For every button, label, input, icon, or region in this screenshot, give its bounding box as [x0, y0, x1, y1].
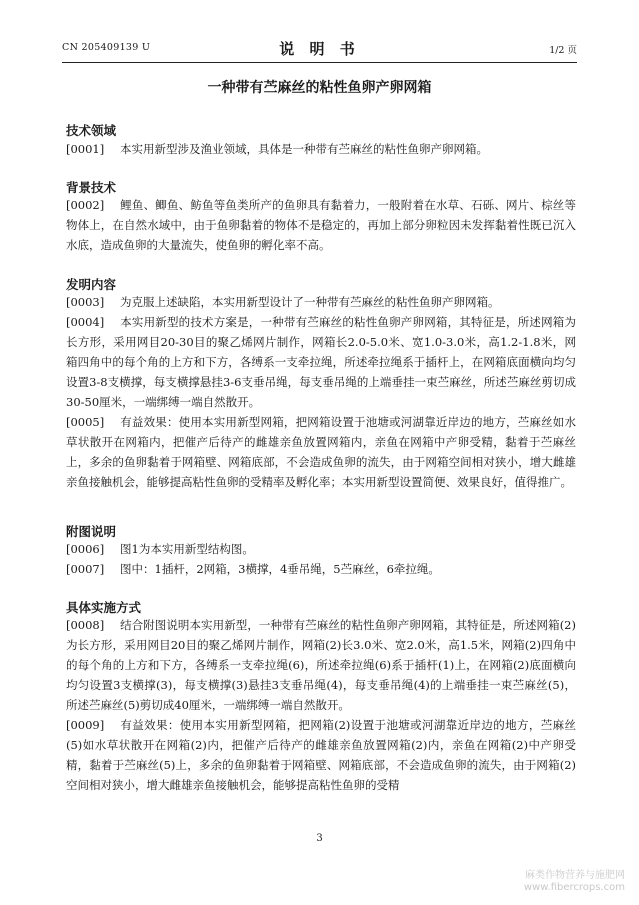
paragraph-text: 有益效果：使用本实用新型网箱，把网箱设置于池塘或河湖靠近岸边的地方，苎麻丝如水草状散开在网箱内，把催产后待产的雌雄亲鱼放置网箱内，亲鱼在网箱中产卵受精，黏着于苎麻丝上，多余的鱼卵黏着于网箱壁、网箱底部，不会造成鱼卵的流失，由于网箱空间相对狭小，增大雌雄亲鱼接触机会，能够提高粘性鱼卵的受精率及孵化率；本实用新型设置简便、效果良好，值得推广。 — [66, 415, 576, 489]
paragraph-0007 — [66, 559, 576, 579]
watermark-url: www.fibercrops.com — [523, 882, 625, 893]
patent-number: CN 205409139 U — [62, 42, 151, 53]
paragraph-text: 本实用新型的技术方案是，一种带有苎麻丝的粘性鱼卵产卵网箱，其特征是，所述网箱为长方形，采用网目20-30目的聚乙烯网片制作，网箱长2.0-5.0米、宽1.0-3.0米，高1.2-1.8米，网箱四角中的每个角的上方和下方，各缚系一支牵拉绳，所述牵拉绳系于插杆上，在网箱底面横向均匀设置3-8支横撑，每支横撑悬挂3-6支垂吊绳，每支垂吊绳的上端垂挂一束苎麻丝，所述苎麻丝剪切成30-50厘米，一端绑缚一端自然散开。 — [66, 315, 576, 409]
heading-invention: 发明内容 — [66, 277, 117, 292]
paragraph-number: [0005] — [66, 415, 105, 429]
paragraph-text: 为克服上述缺陷，本实用新型设计了一种带有苎麻丝的粘性鱼卵产卵网箱。 — [120, 295, 500, 309]
watermark-name: 麻类作物营养与施肥网 — [525, 870, 625, 881]
paragraph-0004 — [66, 312, 576, 412]
paragraph-number: [0002] — [66, 198, 105, 212]
heading-tech-field: 技术领域 — [66, 123, 117, 138]
paragraph-number: [0006] — [66, 542, 105, 556]
paragraph-0001 — [66, 139, 576, 159]
paragraph-number: [0004] — [66, 315, 105, 329]
paragraph-text: 图1为本实用新型结构图。 — [120, 542, 254, 556]
page-number: 3 — [316, 833, 323, 844]
page-indicator: 1/2 页 — [549, 45, 577, 56]
header-divider — [62, 62, 577, 63]
paragraph-0002 — [66, 195, 576, 255]
paragraph-0009 — [66, 715, 576, 795]
paragraph-text: 结合附图说明本实用新型，一种带有苎麻丝的粘性鱼卵产卵网箱，其特征是，所述网箱(2)为长方形，采用网目20目的聚乙烯网片制作，网箱(2)长3.0米、宽2.0米，高1.5米，网箱(2)四角中的每个角的上方和下方，各缚系一支牵拉绳(6)，所述牵拉绳(6)系于插杆(1)上，在网箱(2)底面横向均匀设置3支横撑(3)，每支横撑(3)悬挂3支垂吊绳(4)，每支垂吊绳(4)的上端垂挂一束苎麻丝(5)，所述苎麻丝(5)剪切成40厘米，一端绑缚一端自然散开。 — [66, 618, 576, 712]
site-watermark — [524, 870, 625, 894]
heading-embodiment: 具体实施方式 — [66, 600, 142, 615]
paragraph-0006 — [66, 539, 576, 559]
paragraph-number: [0007] — [66, 562, 105, 576]
paragraph-number: [0001] — [66, 142, 105, 156]
paragraph-text: 本实用新型涉及渔业领域，具体是一种带有苎麻丝的粘性鱼卵产卵网箱。 — [120, 142, 488, 156]
paragraph-number: [0009] — [66, 718, 105, 732]
paragraph-0005 — [66, 412, 576, 492]
heading-figures: 附图说明 — [66, 524, 117, 539]
document-type: 说 明 书 — [279, 40, 360, 58]
document-title: 一种带有苎麻丝的粘性鱼卵产卵网箱 — [207, 80, 432, 96]
paragraph-number: [0008] — [66, 618, 105, 632]
paragraph-text: 有益效果：使用本实用新型网箱，把网箱(2)设置于池塘或河湖靠近岸边的地方，苎麻丝(5)如水草状散开在网箱(2)内，把催产后待产的雌雄亲鱼放置网箱(2)内，亲鱼在网箱(2)中产卵受精，黏着于苎麻丝(5)上，多余的鱼卵黏着于网箱壁、网箱底部，不会造成鱼卵的流失，由于网箱(2)空间相对狭小，增大雌雄亲鱼接触机会，能够提高粘性鱼卵的受精 — [66, 718, 576, 792]
heading-background: 背景技术 — [66, 180, 117, 195]
paragraph-text: 鲤鱼、鲫鱼、鲂鱼等鱼类所产的鱼卵具有黏着力，一般附着在水草、石砾、网片、棕丝等物体上，在自然水域中，由于鱼卵黏着的物体不是稳定的，再加上部分卵粒因未发挥黏着性既已沉入水底，造成鱼卵的大量流失，使鱼卵的孵化率不高。 — [66, 198, 576, 252]
paragraph-number: [0003] — [66, 295, 105, 309]
paragraph-0003 — [66, 292, 576, 312]
paragraph-text: 图中：1插杆，2网箱，3横撑，4垂吊绳，5苎麻丝，6牵拉绳。 — [120, 562, 440, 576]
page-header — [62, 38, 577, 58]
paragraph-0008 — [66, 615, 576, 715]
